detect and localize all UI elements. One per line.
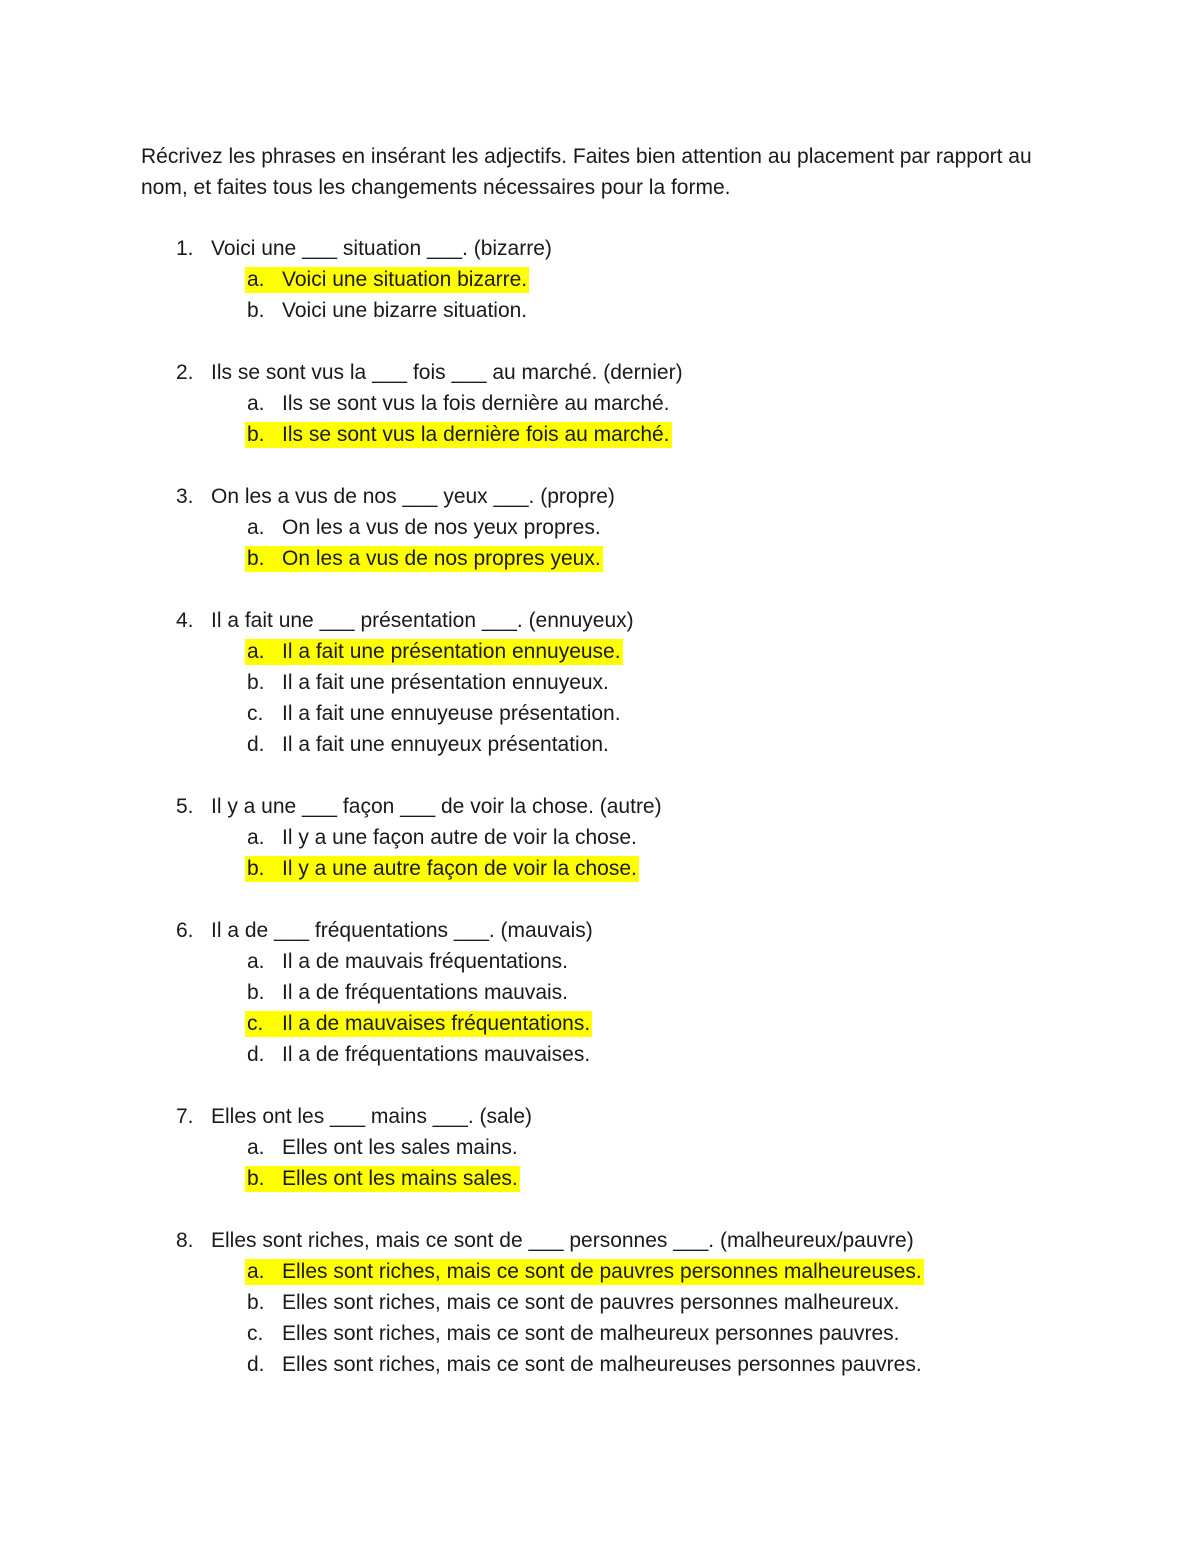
answer-option-highlighted [0,1008,1200,1039]
answer-option-highlighted [0,543,1200,574]
option-text: Il y a une façon autre de voir la chose. [282,826,637,849]
question-line [0,605,1200,636]
instructions-text: Récrivez les phrases en insérant les adjectifs. Faites bien attention au placement par rapport au nom, et faites tous les changements nécessaires pour la forme. [141,145,1032,199]
question-item [0,1225,1200,1380]
question-line [0,357,1200,388]
option-letter: d. [247,733,265,756]
answer-option [0,512,1200,543]
answer-option [0,388,1200,419]
question-number: 5. [176,795,194,818]
option-letter: a. [247,1260,265,1283]
option-text: Il a fait une présentation ennuyeuse. [282,640,621,663]
option-letter: b. [247,1167,265,1190]
question-line [0,481,1200,512]
question-item [0,605,1200,760]
option-letter: d. [247,1353,265,1376]
question-text: Il y a une ___ façon ___ de voir la chose. (autre) [211,795,662,818]
option-text: Il a fait une ennuyeux présentation. [282,733,609,756]
option-text: Elles sont riches, mais ce sont de pauvres personnes malheureux. [282,1291,900,1314]
option-letter: a. [247,640,265,663]
answer-option-highlighted [0,636,1200,667]
question-text: Il a fait une ___ présentation ___. (ennuyeux) [211,609,634,632]
option-letter: b. [247,547,265,570]
answer-option [0,977,1200,1008]
option-text: Il a de fréquentations mauvais. [282,981,569,1004]
option-letter: c. [247,1322,264,1345]
question-text: Ils se sont vus la ___ fois ___ au marché. (dernier) [211,361,683,384]
answer-option [0,698,1200,729]
answer-option [0,729,1200,760]
question-number: 6. [176,919,194,942]
option-text: Il a fait une ennuyeuse présentation. [282,702,621,725]
question-text: On les a vus de nos ___ yeux ___. (propre) [211,485,615,508]
option-text: Ils se sont vus la fois dernière au marché. [282,392,670,415]
question-number: 8. [176,1229,194,1252]
option-letter: b. [247,857,265,880]
question-line [0,233,1200,264]
question-number: 2. [176,361,194,384]
option-list [0,512,1200,574]
option-text: Il a de mauvais fréquentations. [282,950,569,973]
option-text: Elles sont riches, mais ce sont de malheureuses personnes pauvres. [282,1353,922,1376]
option-text: Voici une situation bizarre. [282,268,528,291]
question-text: Voici une ___ situation ___. (bizarre) [211,237,552,260]
option-text: On les a vus de nos yeux propres. [282,516,601,539]
question-number: 3. [176,485,194,508]
option-text: Il a de mauvaises fréquentations. [282,1012,591,1035]
question-item [0,481,1200,574]
option-letter: a. [247,516,265,539]
answer-option-highlighted [0,1256,1200,1287]
question-line [0,791,1200,822]
answer-option [0,946,1200,977]
option-text: Il a de fréquentations mauvaises. [282,1043,591,1066]
option-letter: d. [247,1043,265,1066]
option-text: On les a vus de nos propres yeux. [282,547,601,570]
option-letter: a. [247,392,265,415]
option-list [0,1256,1200,1380]
answer-option [0,1349,1200,1380]
option-list [0,636,1200,760]
option-list [0,822,1200,884]
option-letter: b. [247,423,265,446]
option-text: Voici une bizarre situation. [282,299,528,322]
answer-option-highlighted [0,419,1200,450]
question-number: 7. [176,1105,194,1128]
answer-option-highlighted [0,1163,1200,1194]
answer-option [0,1039,1200,1070]
answer-option-highlighted [0,264,1200,295]
answer-option-highlighted [0,853,1200,884]
answer-option [0,1132,1200,1163]
option-text: Ils se sont vus la dernière fois au marché. [282,423,670,446]
option-letter: b. [247,1291,265,1314]
question-list [0,233,1200,1411]
option-letter: a. [247,268,265,291]
option-text: Il a fait une présentation ennuyeux. [282,671,609,694]
answer-option [0,667,1200,698]
option-list [0,388,1200,450]
option-letter: b. [247,299,265,322]
question-text: Elles sont riches, mais ce sont de ___ personnes ___. (malheureux/pauvre) [211,1229,914,1252]
answer-option [0,1318,1200,1349]
question-number: 1. [176,237,194,260]
option-text: Elles sont riches, mais ce sont de malheureux personnes pauvres. [282,1322,900,1345]
option-text: Il y a une autre façon de voir la chose. [282,857,637,880]
question-item [0,915,1200,1070]
option-letter: a. [247,1136,265,1159]
option-letter: a. [247,950,265,973]
option-letter: b. [247,981,265,1004]
question-line [0,1101,1200,1132]
question-line [0,915,1200,946]
option-text: Elles ont les mains sales. [282,1167,518,1190]
question-text: Elles ont les ___ mains ___. (sale) [211,1105,532,1128]
question-item [0,357,1200,450]
option-letter: c. [247,1012,264,1035]
question-text: Il a de ___ fréquentations ___. (mauvais) [211,919,593,942]
option-list [0,946,1200,1070]
option-list [0,1132,1200,1194]
question-item [0,791,1200,884]
answer-option [0,822,1200,853]
option-text: Elles sont riches, mais ce sont de pauvres personnes malheureuses. [282,1260,922,1283]
question-line [0,1225,1200,1256]
answer-option [0,1287,1200,1318]
question-item [0,233,1200,326]
option-letter: c. [247,702,264,725]
answer-option [0,295,1200,326]
option-letter: b. [247,671,265,694]
option-text: Elles ont les sales mains. [282,1136,518,1159]
option-list [0,264,1200,326]
option-letter: a. [247,826,265,849]
question-item [0,1101,1200,1194]
question-number: 4. [176,609,194,632]
